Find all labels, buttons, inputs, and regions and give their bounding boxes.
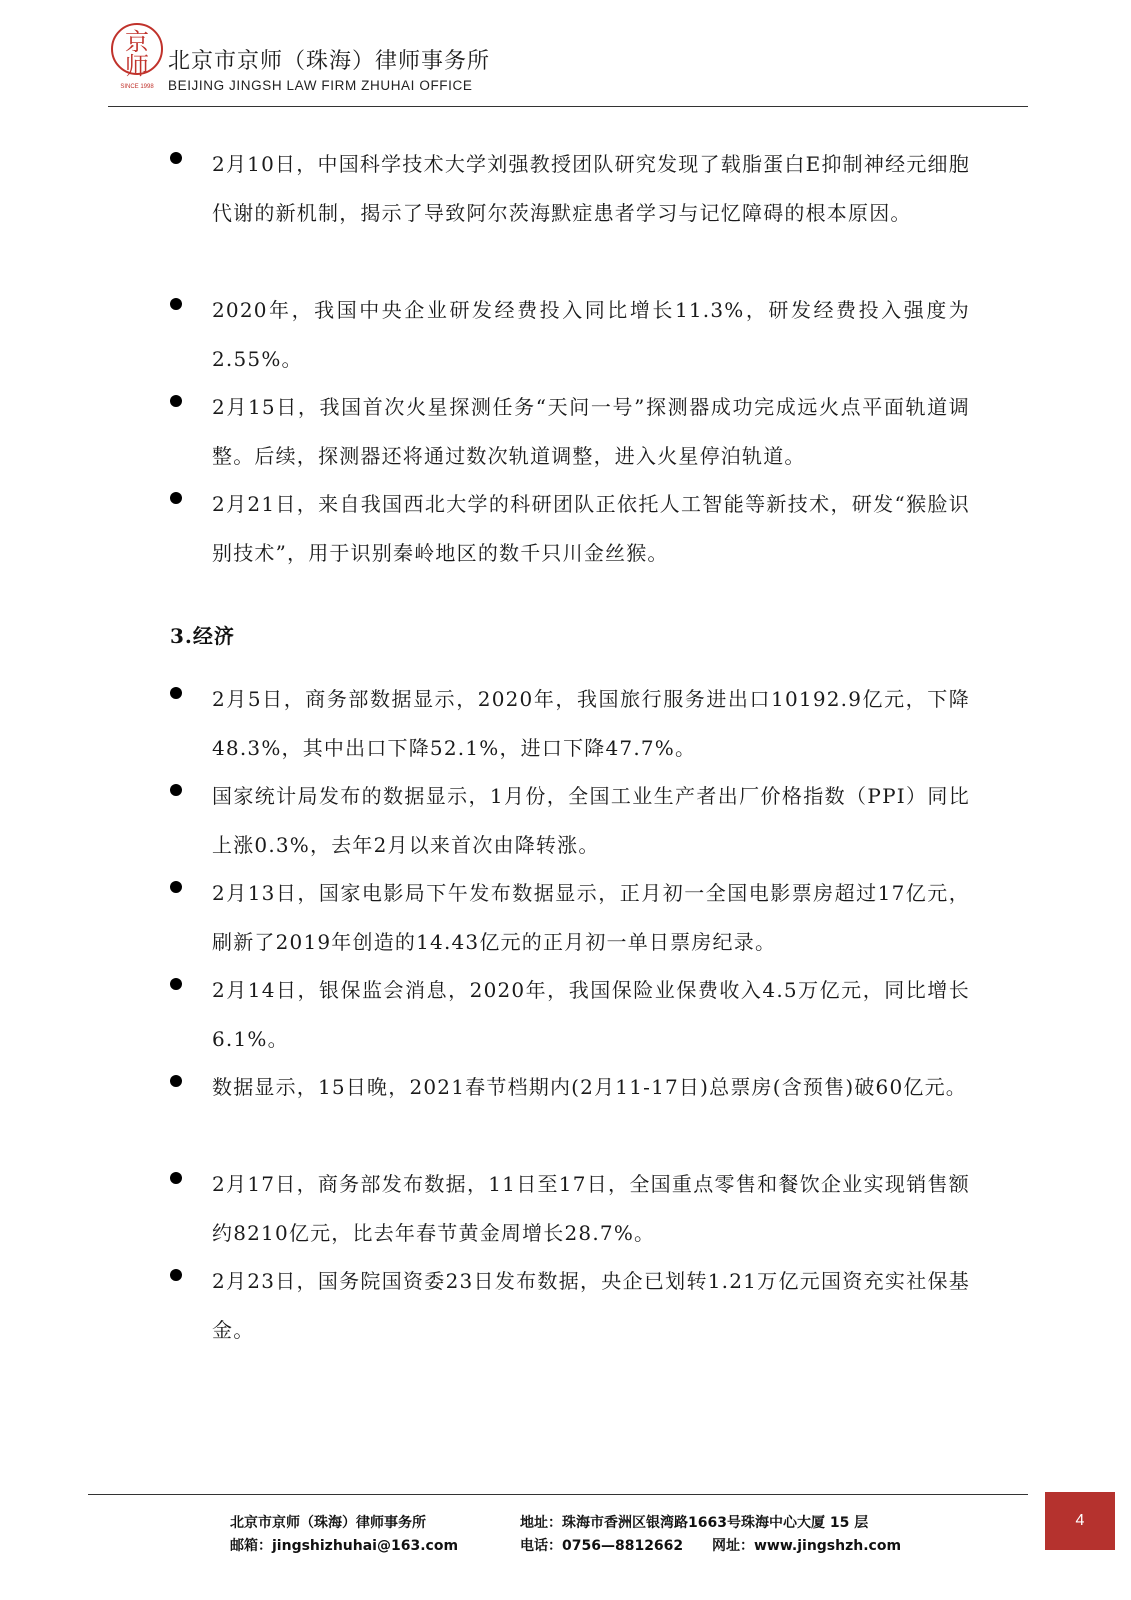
list-item-text: 2020年，我国中央企业研发经费投入同比增长11.3%，研发经费投入强度为2.55%。	[212, 298, 970, 371]
footer-email: 邮箱：jingshizhuhai@163.com	[230, 1538, 459, 1554]
section-heading: 3.经济	[170, 624, 235, 648]
list-item-text: 2月5日，商务部数据显示，2020年，我国旅行服务进出口10192.9亿元，下降48.3%，其中出口下降52.1%，进口下降47.7%。	[212, 687, 970, 760]
list-item-text: 2月17日，商务部发布数据，11日至17日，全国重点零售和餐饮企业实现销售额约8210亿元，比去年春节黄金周增长28.7%。	[212, 1172, 970, 1245]
bullet-icon	[170, 395, 182, 407]
page-number: 4	[1075, 1512, 1085, 1529]
list-item-text: 数据显示，15日晚，2021春节档期内(2月11-17日)总票房(含预售)破60亿元。	[212, 1075, 967, 1099]
list-item-text: 2月10日，中国科学技术大学刘强教授团队研究发现了载脂蛋白E抑制神经元细胞代谢的新机制，揭示了导致阿尔茨海默症患者学习与记忆障碍的根本原因。	[212, 152, 970, 225]
bullet-icon	[170, 492, 182, 504]
list-item-text: 2月15日，我国首次火星探测任务“天问一号”探测器成功完成远火点平面轨道调整。后续，探测器还将通过数次轨道调整，进入火星停泊轨道。	[212, 395, 970, 468]
list-item-text: 2月14日，银保监会消息，2020年，我国保险业保费收入4.5万亿元，同比增长6.1%。	[212, 978, 970, 1051]
bullet-icon	[170, 298, 182, 310]
page-number-badge	[1045, 1492, 1115, 1550]
firm-name-cn: 北京市京师（珠海）律师事务所	[168, 49, 491, 74]
bullet-icon	[170, 152, 182, 164]
svg-text:师: 师	[125, 52, 149, 80]
list-item-text: 2月23日，国务院国资委23日发布数据，央企已划转1.21万亿元国资充实社保基金。	[212, 1269, 970, 1342]
bullet-icon	[170, 1075, 182, 1087]
jingshi-seal-logo-icon	[110, 22, 164, 90]
footer-address: 地址：珠海市香洲区银湾路1663号珠海中心大厦 15 层	[520, 1515, 869, 1531]
footer-phone: 电话：0756—8812662	[520, 1538, 684, 1554]
footer-website: 网址：www.jingshzh.com	[712, 1538, 902, 1554]
list-item-text: 2月13日，国家电影局下午发布数据显示，正月初一全国电影票房超过17亿元，刷新了2019年创造的14.43亿元的正月初一单日票房纪录。	[212, 881, 970, 954]
footer-divider	[88, 1494, 1028, 1495]
firm-name-en: BEIJING JINGSH LAW FIRM ZHUHAI OFFICE	[168, 78, 473, 93]
bullet-icon	[170, 1269, 182, 1281]
header-divider	[108, 106, 1028, 107]
list-item-text: 2月21日，来自我国西北大学的科研团队正依托人工智能等新技术，研发“猴脸识别技术”，用于识别秦岭地区的数千只川金丝猴。	[212, 492, 970, 565]
bullet-icon	[170, 1172, 182, 1184]
list-item-text: 国家统计局发布的数据显示，1月份，全国工业生产者出厂价格指数（PPI）同比上涨0.3%，去年2月以来首次由降转涨。	[212, 784, 970, 857]
footer-firm-name: 北京市京师（珠海）律师事务所	[230, 1515, 426, 1531]
bullet-icon	[170, 687, 182, 699]
logo-since: SINCE 1998	[120, 84, 154, 90]
svg-text:京: 京	[125, 28, 149, 56]
bullet-icon	[170, 978, 182, 990]
page-header	[108, 22, 1028, 108]
bullet-icon	[170, 881, 182, 893]
bullet-icon	[170, 784, 182, 796]
